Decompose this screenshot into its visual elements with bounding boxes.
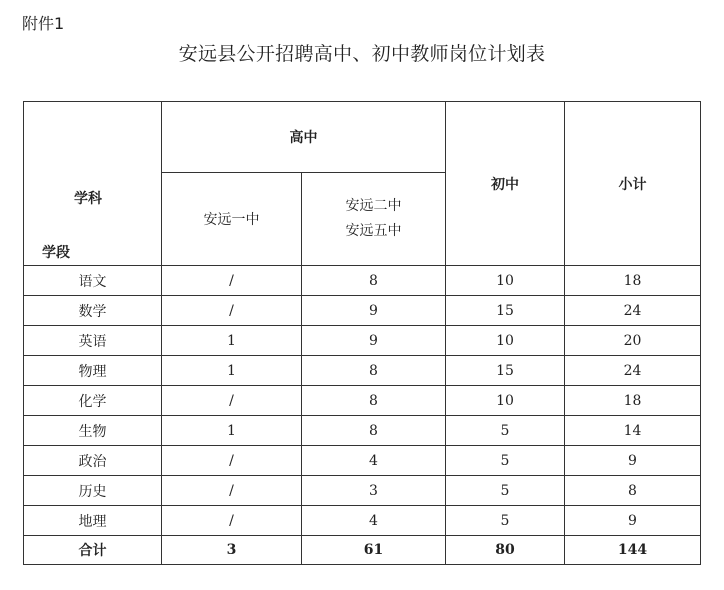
junior-high-header: 初中 bbox=[446, 102, 565, 266]
header-row-1 bbox=[24, 102, 701, 173]
subtotal-cell: 18 bbox=[565, 386, 701, 416]
senior-high-header: 高中 bbox=[162, 102, 446, 173]
junior-cell: 15 bbox=[446, 296, 565, 326]
total-subtotal-cell: 144 bbox=[565, 536, 701, 565]
junior-cell: 5 bbox=[446, 416, 565, 446]
school-b-cell: 9 bbox=[302, 296, 446, 326]
total-school-b-cell: 61 bbox=[302, 536, 446, 565]
school-a-cell: / bbox=[162, 506, 302, 536]
subtotal-cell: 9 bbox=[565, 506, 701, 536]
table-row bbox=[24, 356, 701, 386]
document-title: 安远县公开招聘高中、初中教师岗位计划表 bbox=[178, 43, 546, 65]
subject-cell: 数学 bbox=[24, 296, 162, 326]
school-b-cell: 3 bbox=[302, 476, 446, 506]
school-a-header: 安远一中 bbox=[162, 173, 302, 266]
subtotal-cell: 14 bbox=[565, 416, 701, 446]
corner-header-cell bbox=[24, 102, 162, 266]
table-row bbox=[24, 416, 701, 446]
subtotal-cell: 8 bbox=[565, 476, 701, 506]
table-row bbox=[24, 266, 701, 296]
table-row bbox=[24, 506, 701, 536]
junior-cell: 10 bbox=[446, 386, 565, 416]
table-row bbox=[24, 446, 701, 476]
subject-cell: 化学 bbox=[24, 386, 162, 416]
table-row bbox=[24, 476, 701, 506]
subtotal-cell: 24 bbox=[565, 356, 701, 386]
subtotal-cell: 9 bbox=[565, 446, 701, 476]
school-b-line1: 安远二中 bbox=[345, 198, 402, 214]
subtotal-cell: 20 bbox=[565, 326, 701, 356]
junior-cell: 5 bbox=[446, 476, 565, 506]
total-junior-cell: 80 bbox=[446, 536, 565, 565]
corner-stage-label: 学段 bbox=[42, 245, 70, 261]
table-row bbox=[24, 386, 701, 416]
subject-cell: 政治 bbox=[24, 446, 162, 476]
school-a-cell: / bbox=[162, 266, 302, 296]
total-row bbox=[24, 536, 701, 565]
table-row bbox=[24, 296, 701, 326]
school-a-cell: 1 bbox=[162, 356, 302, 386]
junior-cell: 5 bbox=[446, 506, 565, 536]
junior-cell: 10 bbox=[446, 326, 565, 356]
school-b-cell: 8 bbox=[302, 266, 446, 296]
school-b-cell: 8 bbox=[302, 416, 446, 446]
table-row bbox=[24, 326, 701, 356]
subject-cell: 地理 bbox=[24, 506, 162, 536]
school-a-cell: / bbox=[162, 446, 302, 476]
school-a-cell: / bbox=[162, 296, 302, 326]
junior-cell: 10 bbox=[446, 266, 565, 296]
subtotal-header: 小计 bbox=[565, 102, 701, 266]
junior-cell: 15 bbox=[446, 356, 565, 386]
school-b-header bbox=[302, 173, 446, 266]
school-b-line2: 安远五中 bbox=[345, 223, 402, 239]
subject-cell: 物理 bbox=[24, 356, 162, 386]
subject-cell: 英语 bbox=[24, 326, 162, 356]
recruitment-plan-table bbox=[23, 101, 701, 565]
school-b-cell: 9 bbox=[302, 326, 446, 356]
school-a-cell: 1 bbox=[162, 326, 302, 356]
attachment-label: 附件1 bbox=[22, 14, 65, 33]
total-school-a-cell: 3 bbox=[162, 536, 302, 565]
school-b-cell: 8 bbox=[302, 356, 446, 386]
total-label-cell: 合计 bbox=[24, 536, 162, 565]
school-a-cell: / bbox=[162, 386, 302, 416]
subtotal-cell: 24 bbox=[565, 296, 701, 326]
subject-cell: 生物 bbox=[24, 416, 162, 446]
school-b-cell: 4 bbox=[302, 446, 446, 476]
school-a-cell: / bbox=[162, 476, 302, 506]
corner-subject-label: 学科 bbox=[74, 191, 102, 207]
subject-cell: 语文 bbox=[24, 266, 162, 296]
subject-cell: 历史 bbox=[24, 476, 162, 506]
subtotal-cell: 18 bbox=[565, 266, 701, 296]
school-b-cell: 8 bbox=[302, 386, 446, 416]
school-a-cell: 1 bbox=[162, 416, 302, 446]
junior-cell: 5 bbox=[446, 446, 565, 476]
school-b-cell: 4 bbox=[302, 506, 446, 536]
